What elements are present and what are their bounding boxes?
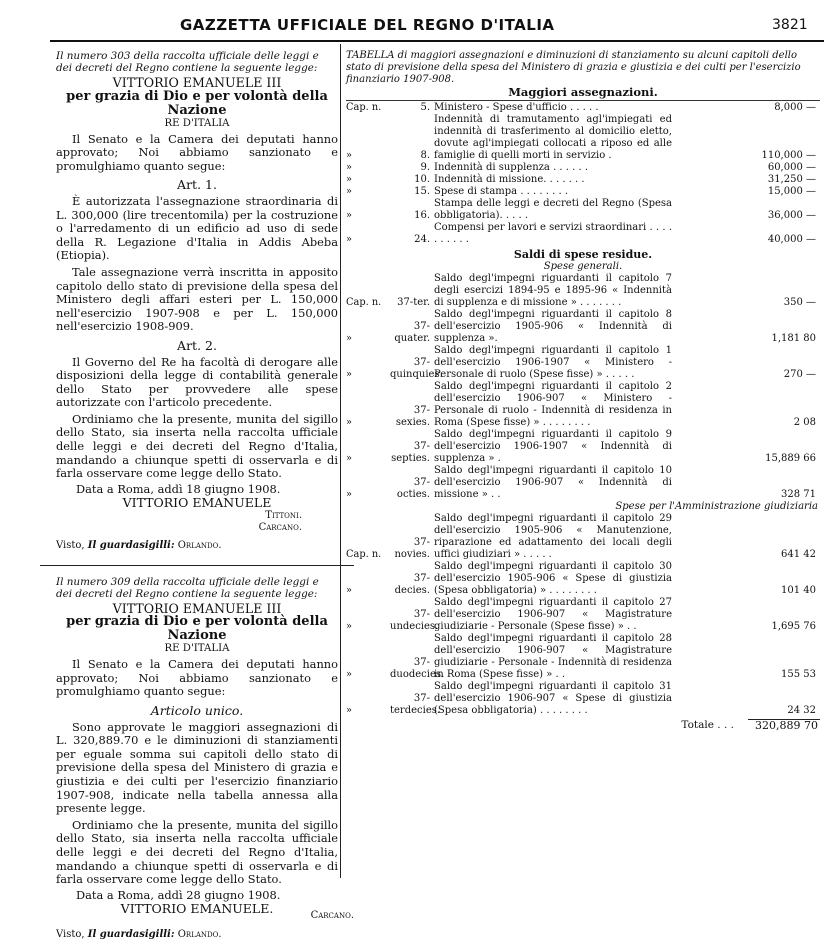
row-cap: » bbox=[346, 369, 352, 381]
table-rows-c bbox=[346, 513, 820, 717]
row-amount: 270 — bbox=[783, 369, 816, 381]
row-desc: Saldo degl'impegni riguardanti il capitolo 2 dell'esercizio 1906-907 « Ministero - Personale di ruolo - Indennità di residenza in Roma (Spese fisse) » . . . . . . . . bbox=[434, 381, 672, 429]
row-amount: 2 08 bbox=[793, 417, 816, 429]
law2-art-text: Sono approvate le maggiori assegnazioni di L. 320,889.70 e le diminuzioni di stanziamenti per eguale somma sui capitoli dello stato di previsione della spesa del Ministero di grazia e giustizia e dei culti per l'esercizio finanziario 1907-908, indicate nella tabella annessa alla presente legge. bbox=[56, 719, 338, 816]
table-row bbox=[346, 162, 820, 174]
row-desc: Saldo degl'impegni riguardanti il capitolo 8 dell'esercizio 1905-906 « Indennità di supplenza ». bbox=[434, 309, 672, 345]
table-row bbox=[346, 633, 820, 681]
law1-grace: per grazia di Dio e per volontà della Nazione bbox=[66, 88, 328, 118]
table-row bbox=[346, 102, 820, 114]
law1-art2-title: Art. 2. bbox=[177, 337, 217, 353]
row-cap: » bbox=[346, 621, 352, 633]
row-desc: Saldo degl'impegni riguardanti il capitolo 29 dell'esercizio 1905-906 « Manutenzione, riparazione ed adattamento dei locali degli uffici giudiziari » . . . . . bbox=[434, 513, 672, 561]
row-desc: Saldo degl'impegni riguardanti il capitolo 28 dell'esercizio 1906-907 « Magistrature giudiziarie - Personale - Indennità di residenza in Roma (Spese fisse) » . . bbox=[434, 633, 672, 681]
row-cap: » bbox=[346, 585, 352, 597]
table-row bbox=[346, 465, 820, 501]
right-column bbox=[346, 50, 820, 732]
row-desc: Saldo degl'impegni riguardanti il capitolo 10 dell'esercizio 1906-907 « Indennità di missione » . . bbox=[434, 465, 672, 501]
law1-intro: Il numero 303 della raccolta ufficiale delle leggi e dei decreti del Regno contiene la seguente legge: bbox=[56, 50, 319, 74]
table-rows-a bbox=[346, 102, 820, 246]
row-cap: » bbox=[346, 210, 352, 222]
table-row bbox=[346, 381, 820, 429]
row-num: 16. bbox=[414, 210, 430, 222]
law2-signature-row bbox=[56, 901, 354, 922]
table-row bbox=[346, 222, 820, 246]
page-number: 3821 bbox=[772, 17, 808, 33]
visto-guard: Il guardasigilli: bbox=[87, 540, 175, 552]
row-cap: » bbox=[346, 234, 352, 246]
law2-minister-carcano: Carcano. bbox=[310, 910, 354, 922]
row-cap: » bbox=[346, 150, 352, 162]
law2-intro: Il numero 309 della raccolta ufficiale delle leggi e dei decreti del Regno contiene la seguente legge: bbox=[56, 575, 319, 600]
header-rule bbox=[50, 40, 824, 42]
row-amount: 328 71 bbox=[781, 489, 816, 501]
row-desc: Saldo degl'impegni riguardanti il capitolo 27 dell'esercizio 1906-907 « Magistrature giudiziarie - Personale (Spese fisse) » . . bbox=[434, 597, 672, 633]
visto-label: Visto, bbox=[56, 929, 85, 941]
total-amount: 320,889 70 bbox=[748, 719, 820, 732]
law1-visto bbox=[56, 539, 338, 553]
row-desc: Saldo degl'impegni riguardanti il capitolo 7 degli esercizi 1894-95 e 1895-96 « Indennità di supplenza e di missione » . . . . . . . bbox=[434, 273, 672, 309]
row-desc: Indennità di tramutamento agl'impiegati ed indennità di trasferimento al domicilio eletto, dovute agl'impiegati collocati a riposo ed alle famiglie di quelli morti in servizio . bbox=[434, 114, 672, 162]
column-divider bbox=[340, 44, 341, 878]
table-row bbox=[346, 429, 820, 465]
row-num: 8. bbox=[420, 150, 430, 162]
row-cap: » bbox=[346, 162, 352, 174]
table-row bbox=[346, 273, 820, 309]
table-row bbox=[346, 345, 820, 381]
table-row bbox=[346, 681, 820, 717]
left-column bbox=[56, 50, 354, 942]
law2-king: VITTORIO EMANUELE III bbox=[112, 600, 282, 616]
row-num: 37-octies. bbox=[396, 477, 430, 501]
visto-name: Orlando. bbox=[177, 540, 222, 552]
law2-re: RE D'ITALIA bbox=[164, 643, 230, 655]
law1-ordiniamo: Ordiniamo che la presente, munita del sigillo dello Stato, sia inserta nella raccolta ufficiale delle leggi e dei decreti del Regno d'Italia, mandando a chiunque spetti di osservarla e di farla osservare come legge dello Stato. bbox=[56, 411, 338, 481]
row-num: 37-quater. bbox=[394, 321, 430, 345]
table-row bbox=[346, 114, 820, 162]
table-rows-b bbox=[346, 273, 820, 501]
table-row bbox=[346, 186, 820, 198]
row-desc: Saldo degl'impegni riguardanti il capitolo 1 dell'esercizio 1906-1907 « Ministero - Personale di ruolo (Spese fisse) » . . . . . bbox=[434, 345, 672, 381]
law1-king: VITTORIO EMANUELE III bbox=[112, 75, 282, 90]
row-amount: 36,000 — bbox=[767, 210, 816, 222]
row-num: 37-septies. bbox=[391, 441, 430, 465]
row-cap: Cap. n. bbox=[346, 297, 382, 309]
row-num: 37-sexies. bbox=[395, 405, 430, 429]
row-num: 37-quinquies. bbox=[390, 357, 443, 381]
visto-guard: Il guardasigilli: bbox=[87, 929, 175, 941]
law1-minister-carcano: Carcano. bbox=[258, 522, 302, 534]
row-amount: 15,889 66 bbox=[765, 453, 816, 465]
row-amount: 40,000 — bbox=[767, 234, 816, 246]
table-subheading: Saldi di spese residue. bbox=[513, 248, 653, 262]
row-amount: 110,000 — bbox=[761, 150, 816, 162]
law2-visto bbox=[56, 928, 338, 942]
law2-art-title: Articolo unico. bbox=[150, 703, 244, 718]
row-cap: » bbox=[346, 705, 352, 717]
row-cap: » bbox=[346, 669, 352, 681]
table-row bbox=[346, 513, 820, 561]
row-desc: Saldo degl'impegni riguardanti il capitolo 30 dell'esercizio 1905-906 « Spese di giustizia (Spesa obbligatoria) » . . . . . . . . bbox=[434, 561, 672, 597]
row-amount: 1,695 76 bbox=[771, 621, 816, 633]
table-row bbox=[346, 198, 820, 222]
law2-date: Data a Roma, addì 28 giugno 1908. bbox=[76, 887, 281, 902]
law1-date: Data a Roma, addì 18 giugno 1908. bbox=[76, 481, 281, 496]
row-num: 15. bbox=[414, 186, 430, 198]
row-num: 37-decies. bbox=[394, 573, 430, 597]
row-amount: 350 — bbox=[783, 297, 816, 309]
law1-art1-text: È autorizzata l'assegnazione straordinaria di L. 300,000 (lire trecentomila) per la costruzione o l'arredamento di un edificio ad uso di sede della R. Legazione d'Italia in Addis Abeba (Etiopia). bbox=[56, 193, 338, 263]
visto-label: Visto, bbox=[56, 540, 85, 552]
row-desc: Ministero - Spese d'ufficio . . . . . bbox=[434, 102, 599, 114]
law2-senate: Il Senato e la Camera dei deputati hanno approvato; Noi abbiamo sanzionato e promulghiamo quanto segue: bbox=[56, 657, 338, 699]
row-cap: » bbox=[346, 489, 352, 501]
row-cap: » bbox=[346, 174, 352, 186]
row-num: 10. bbox=[414, 174, 430, 186]
row-amount: 155 53 bbox=[781, 669, 816, 681]
row-num: 37-terdecies. bbox=[390, 693, 441, 717]
row-num: 9. bbox=[420, 162, 430, 174]
row-desc: Compensi per lavori e servizi straordinari . . . . . . . . . . bbox=[434, 222, 672, 246]
row-cap: » bbox=[346, 333, 352, 345]
table-row bbox=[346, 174, 820, 186]
total-label: Totale . . . bbox=[681, 719, 734, 732]
row-cap: Cap. n. bbox=[346, 549, 382, 561]
visto-name: Orlando. bbox=[177, 929, 222, 941]
row-desc: Stampa delle leggi e decreti del Regno (Spesa obbligatoria). . . . . bbox=[434, 198, 672, 222]
row-amount: 641 42 bbox=[781, 549, 816, 561]
row-num: 37-undecies. bbox=[390, 609, 439, 633]
law1-re: RE D'ITALIA bbox=[164, 117, 230, 129]
row-desc: Saldo degl'impegni riguardanti il capitolo 31 dell'esercizio 1906-907 « Spese di giustizia (Spesa obbligatoria) . . . . . . . . bbox=[434, 681, 672, 717]
table-row bbox=[346, 597, 820, 633]
row-amount: 31,250 — bbox=[767, 174, 816, 186]
row-desc: Saldo degl'impegni riguardanti il capitolo 9 dell'esercizio 1906-1907 « Indennità di supplenza » . bbox=[434, 429, 672, 465]
row-cap: Cap. n. bbox=[346, 102, 382, 114]
row-num: 37-novies. bbox=[394, 537, 430, 561]
table-rule bbox=[346, 100, 820, 101]
row-cap: » bbox=[346, 186, 352, 198]
row-amount: 8,000 — bbox=[774, 102, 816, 114]
law1-signature: VITTORIO EMANUELE bbox=[122, 495, 272, 511]
row-amount: 101 40 bbox=[781, 585, 816, 597]
row-cap: » bbox=[346, 417, 352, 429]
row-num: 37-duodecies. bbox=[390, 657, 445, 681]
table-subheading-italic: Spese generali. bbox=[543, 261, 623, 273]
law1-art1-title: Art. 1. bbox=[177, 177, 217, 193]
law1-art1-text2: Tale assegnazione verrà inscritta in apposito capitolo dello stato di previsione della spesa del Ministero degli affari esteri per L. 150,000 nell'esercizio 1907-908 e per L. 150,000 nell'esercizio 1908-909. bbox=[56, 264, 338, 334]
table-total bbox=[346, 719, 820, 732]
row-amount: 1,181 80 bbox=[771, 333, 816, 345]
row-desc: Indennità di missione. . . . . . . bbox=[434, 174, 585, 186]
gazette-title: GAZZETTA UFFICIALE DEL REGNO D'ITALIA bbox=[180, 16, 555, 34]
row-amount: 24 32 bbox=[787, 705, 816, 717]
row-cap: » bbox=[346, 453, 352, 465]
row-num: 5. bbox=[420, 102, 430, 114]
law-separator bbox=[40, 565, 354, 566]
law2-signature: VITTORIO EMANUELE. bbox=[120, 901, 274, 917]
table-row bbox=[346, 309, 820, 345]
row-desc: Indennità di supplenza . . . . . . bbox=[434, 162, 589, 174]
row-desc: Spese di stampa . . . . . . . . bbox=[434, 186, 568, 198]
table-intro: TABELLA di maggiori assegnazioni e diminuzioni di stanziamento su alcuni capitoli dello stato di previsione della spesa del Ministero di grazia e giustizia e dei culti per l'esercizio finanziario 1907-908. bbox=[346, 50, 801, 85]
table-row bbox=[346, 561, 820, 597]
law1-senate: Il Senato e la Camera dei deputati hanno approvato; Noi abbiamo sanzionato e promulghiamo quanto segue: bbox=[56, 131, 338, 173]
law2-grace: per grazia di Dio e per volontà della Nazione bbox=[66, 614, 328, 644]
law1-minister-tittoni: Tittoni. bbox=[265, 510, 302, 522]
page-header bbox=[0, 0, 824, 44]
table-subheading-italic-2: Spese per l'Amministrazione giudiziaria bbox=[615, 501, 818, 513]
row-num: 24. bbox=[414, 234, 430, 246]
row-amount: 60,000 — bbox=[767, 162, 816, 174]
row-amount: 15,000 — bbox=[767, 186, 816, 198]
law1-art2-text: Il Governo del Re ha facoltà di derogare alle disposizioni della legge di contabilità generale dello Stato per provvedere alle spese autorizzate con l'articolo precedente. bbox=[56, 354, 338, 410]
law2-ordiniamo: Ordiniamo che la presente, munita del sigillo dello Stato, sia inserta nella raccolta ufficiale delle leggi e dei decreti del Regno d'Italia, mandando a chiunque spetti di osservarla e di farla osservare come legge dello Stato. bbox=[56, 817, 338, 887]
table-heading: Maggiori assegnazioni. bbox=[508, 85, 658, 100]
row-num: 37-ter. bbox=[397, 297, 430, 309]
